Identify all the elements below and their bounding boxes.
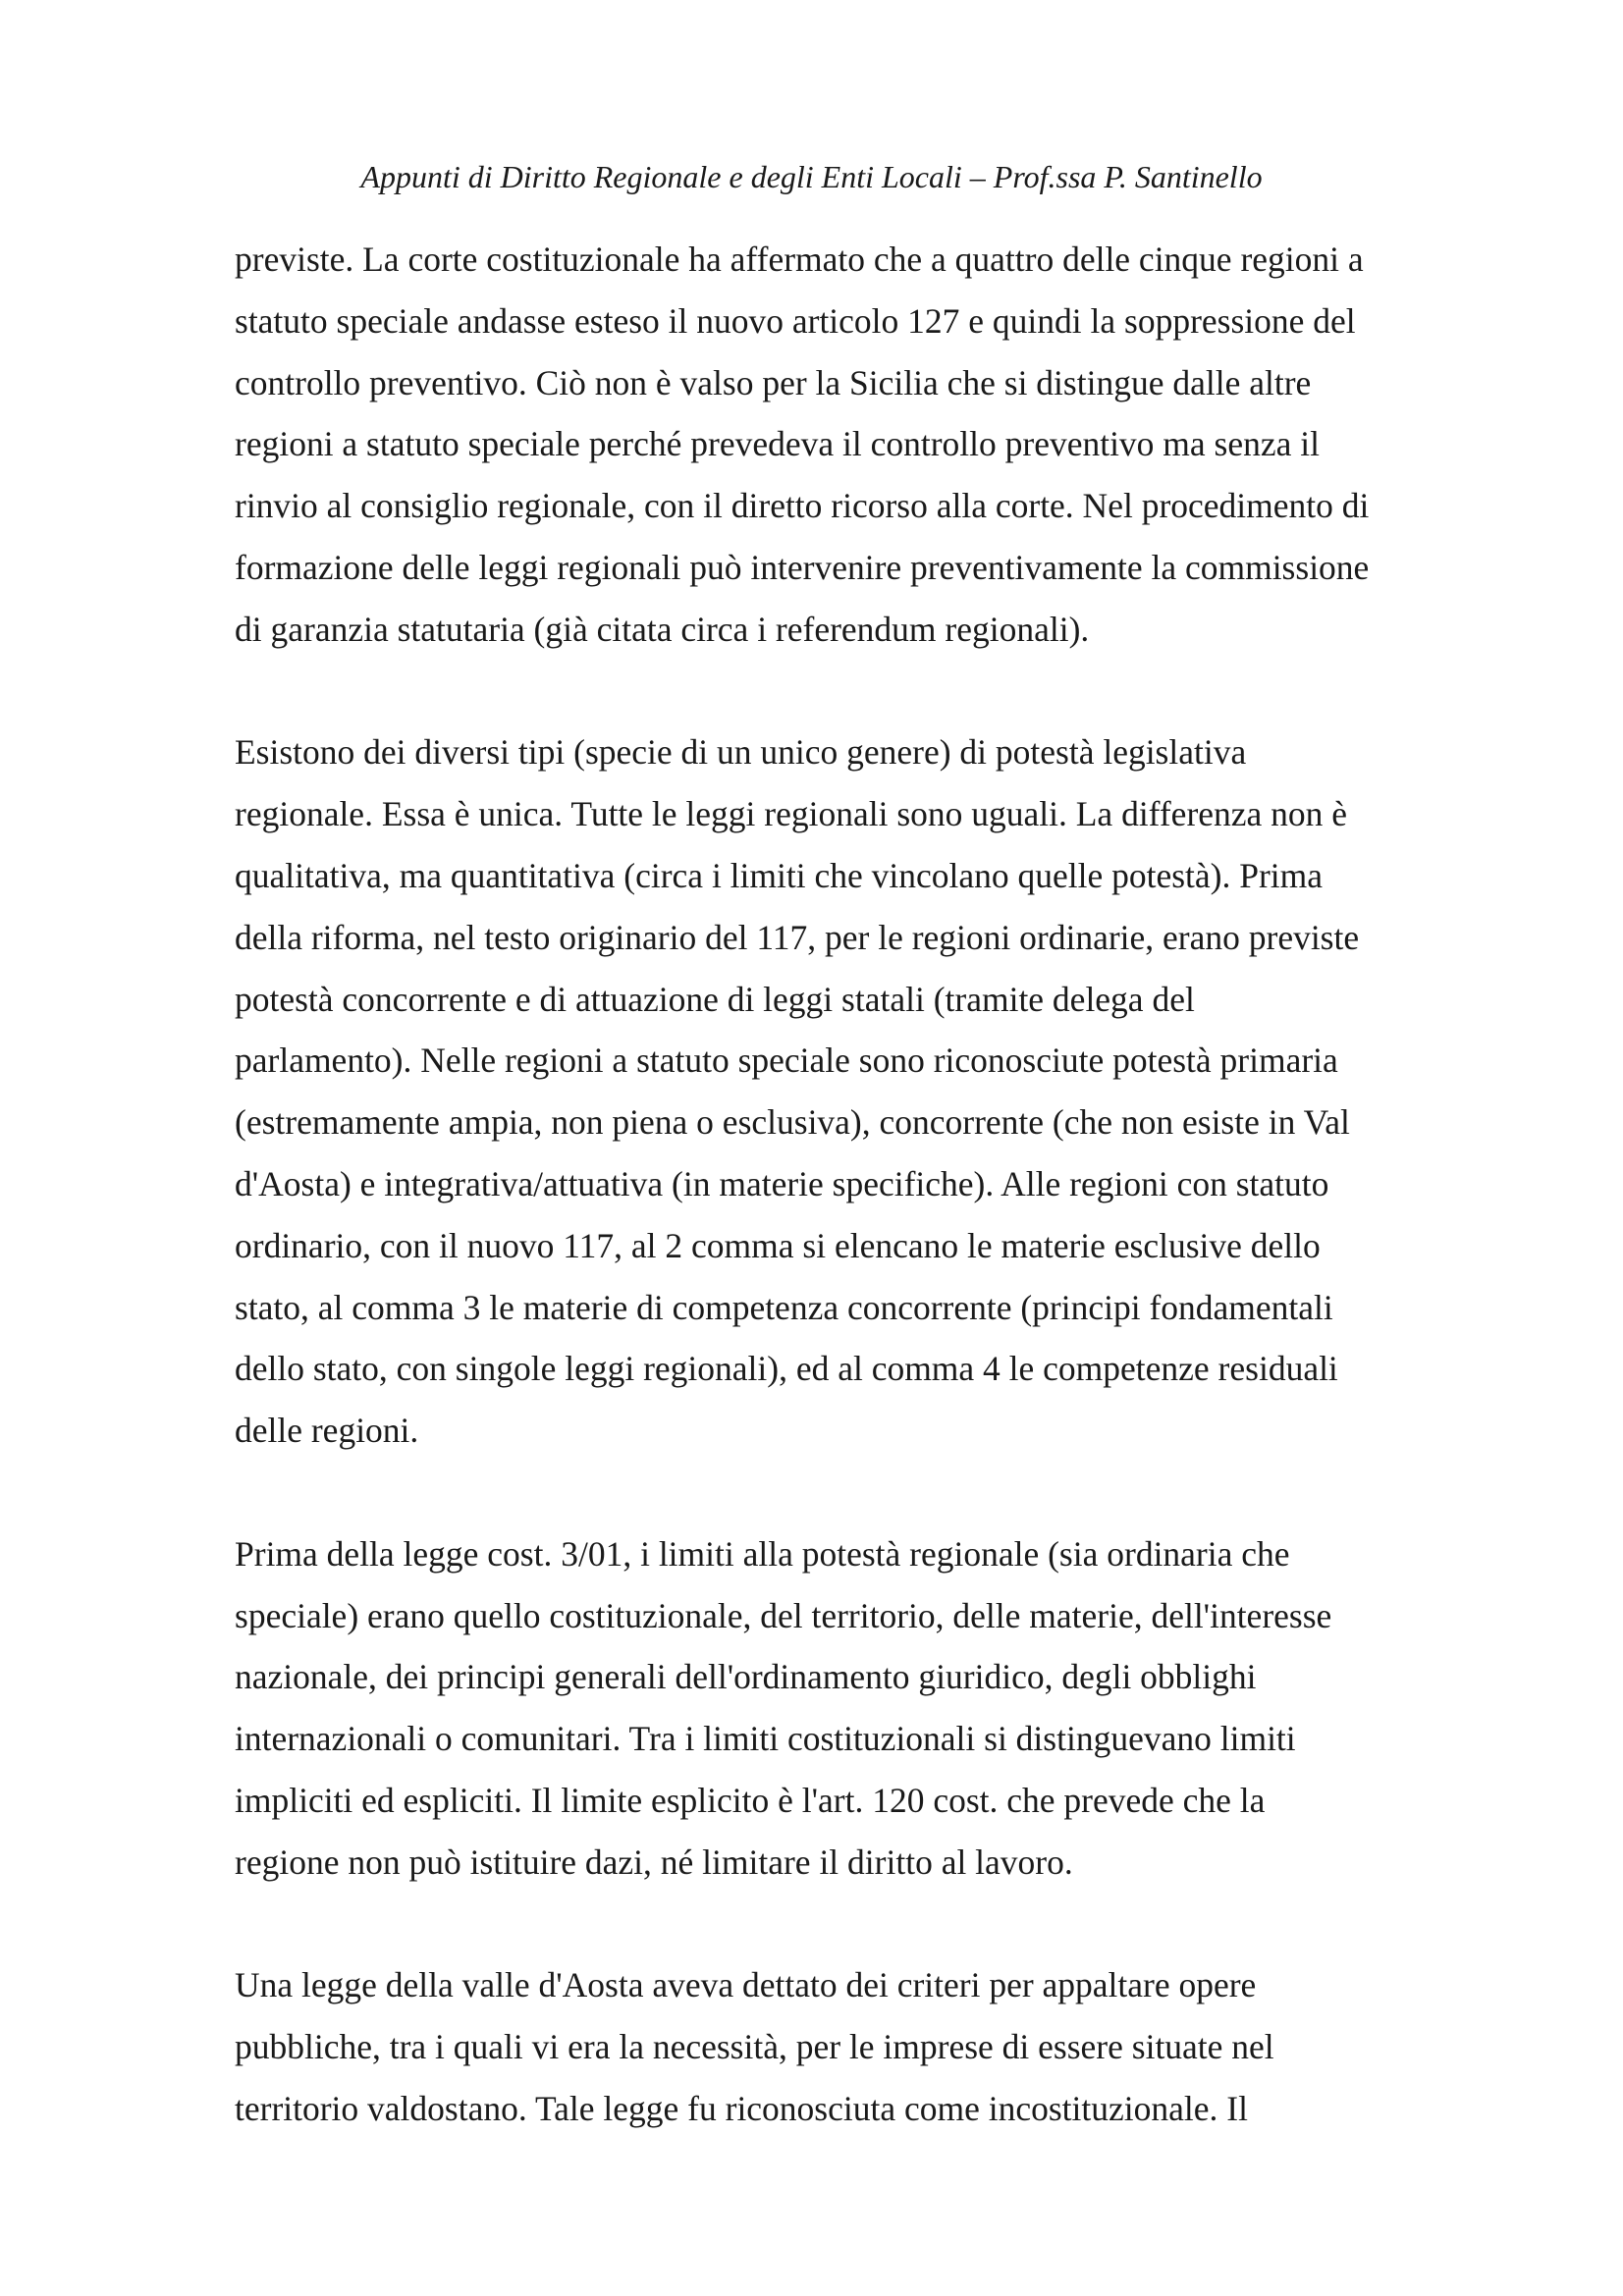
text-line: territorio valdostano. Tale legge fu riconosciuta come incostituzionale. Il [235, 2088, 1248, 2128]
text-line: Prima della legge cost. 3/01, i limiti alla potestà regionale (sia ordinaria che [235, 1533, 1290, 1574]
text-line: stato, al comma 3 le materie di competenza concorrente (principi fondamentali [235, 1287, 1333, 1327]
paragraph-spacer [235, 1894, 1433, 1955]
text-line: formazione delle leggi regionali può intervenire preventivamente la commissione [235, 547, 1370, 587]
text-line: parlamento). Nelle regioni a statuto speciale sono riconosciute potestà primaria [235, 1041, 1338, 1081]
text-line: statuto speciale andasse esteso il nuovo articolo 127 e quindi la soppressione del [235, 300, 1356, 341]
text-line: internazionali o comunitari. Tra i limiti costituzionali si distinguevano limiti [235, 1719, 1296, 1759]
paragraph-2 [235, 721, 1433, 1462]
paragraph-4 [235, 1954, 1433, 2139]
text-line: previste. La corte costituzionale ha affermato che a quattro delle cinque regioni a [235, 240, 1364, 279]
text-line: speciale) erano quello costituzionale, del territorio, delle materie, dell'interesse [235, 1595, 1332, 1635]
paragraph-3 [235, 1523, 1433, 1894]
text-line: d'Aosta) e integrativa/attuativa (in materie specifiche). Alle regioni con statuto [235, 1163, 1329, 1203]
text-line: controllo preventivo. Ciò non è valso per la Sicilia che si distingue dalle altre [235, 362, 1312, 402]
text-line: qualitativa, ma quantitativa (circa i limiti che vincolano quelle potestà). Prima [235, 855, 1324, 895]
text-line: (estremamente ampia, non piena o esclusiva), concorrente (che non esiste in Val [235, 1102, 1350, 1143]
text-line: di garanzia statutaria (già citata circa i referendum regionali). [235, 609, 1090, 649]
text-line: delle regioni. [235, 1411, 419, 1451]
text-line: della riforma, nel testo originario del 117, per le regioni ordinarie, erano previste [235, 917, 1360, 957]
paragraph-spacer [235, 1462, 1433, 1523]
text-line: Esistono dei diversi tipi (specie di un unico genere) di potestà legislativa [235, 732, 1247, 773]
text-line: Una legge della valle d'Aosta aveva dettato dei criteri per appaltare opere [235, 1965, 1257, 2005]
text-line: pubbliche, tra i quali vi era la necessità, per le imprese di essere situate nel [235, 2027, 1274, 2067]
text-line: rinvio al consiglio regionale, con il diretto ricorso alla corte. Nel procedimento di [235, 486, 1370, 526]
page-header: Appunti di Diritto Regionale e degli Enti Locali – Prof.ssa P. Santinello [360, 159, 1263, 194]
text-line: regioni a statuto speciale perché prevedeva il controllo preventivo ma senza il [235, 424, 1320, 464]
text-line: impliciti ed espliciti. Il limite esplicito è l'art. 120 cost. che prevede che la [235, 1780, 1266, 1820]
text-line: potestà concorrente e di attuazione di leggi statali (tramite delega del [235, 979, 1195, 1019]
text-line: dello stato, con singole leggi regionali), ed al comma 4 le competenze residuali [235, 1349, 1338, 1389]
text-line: nazionale, dei principi generali dell'ordinamento giuridico, degli obblighi [235, 1657, 1257, 1697]
text-line: ordinario, con il nuovo 117, al 2 comma si elencano le materie esclusive dello [235, 1225, 1321, 1265]
text-line: regionale. Essa è unica. Tutte le leggi regionali sono uguali. La differenza non è [235, 794, 1348, 834]
text-line: regione non può istituire dazi, né limitare il diritto al lavoro. [235, 1842, 1073, 1882]
paragraph-1 [235, 229, 1433, 661]
paragraph-spacer [235, 661, 1433, 722]
document-body [235, 229, 1433, 2140]
